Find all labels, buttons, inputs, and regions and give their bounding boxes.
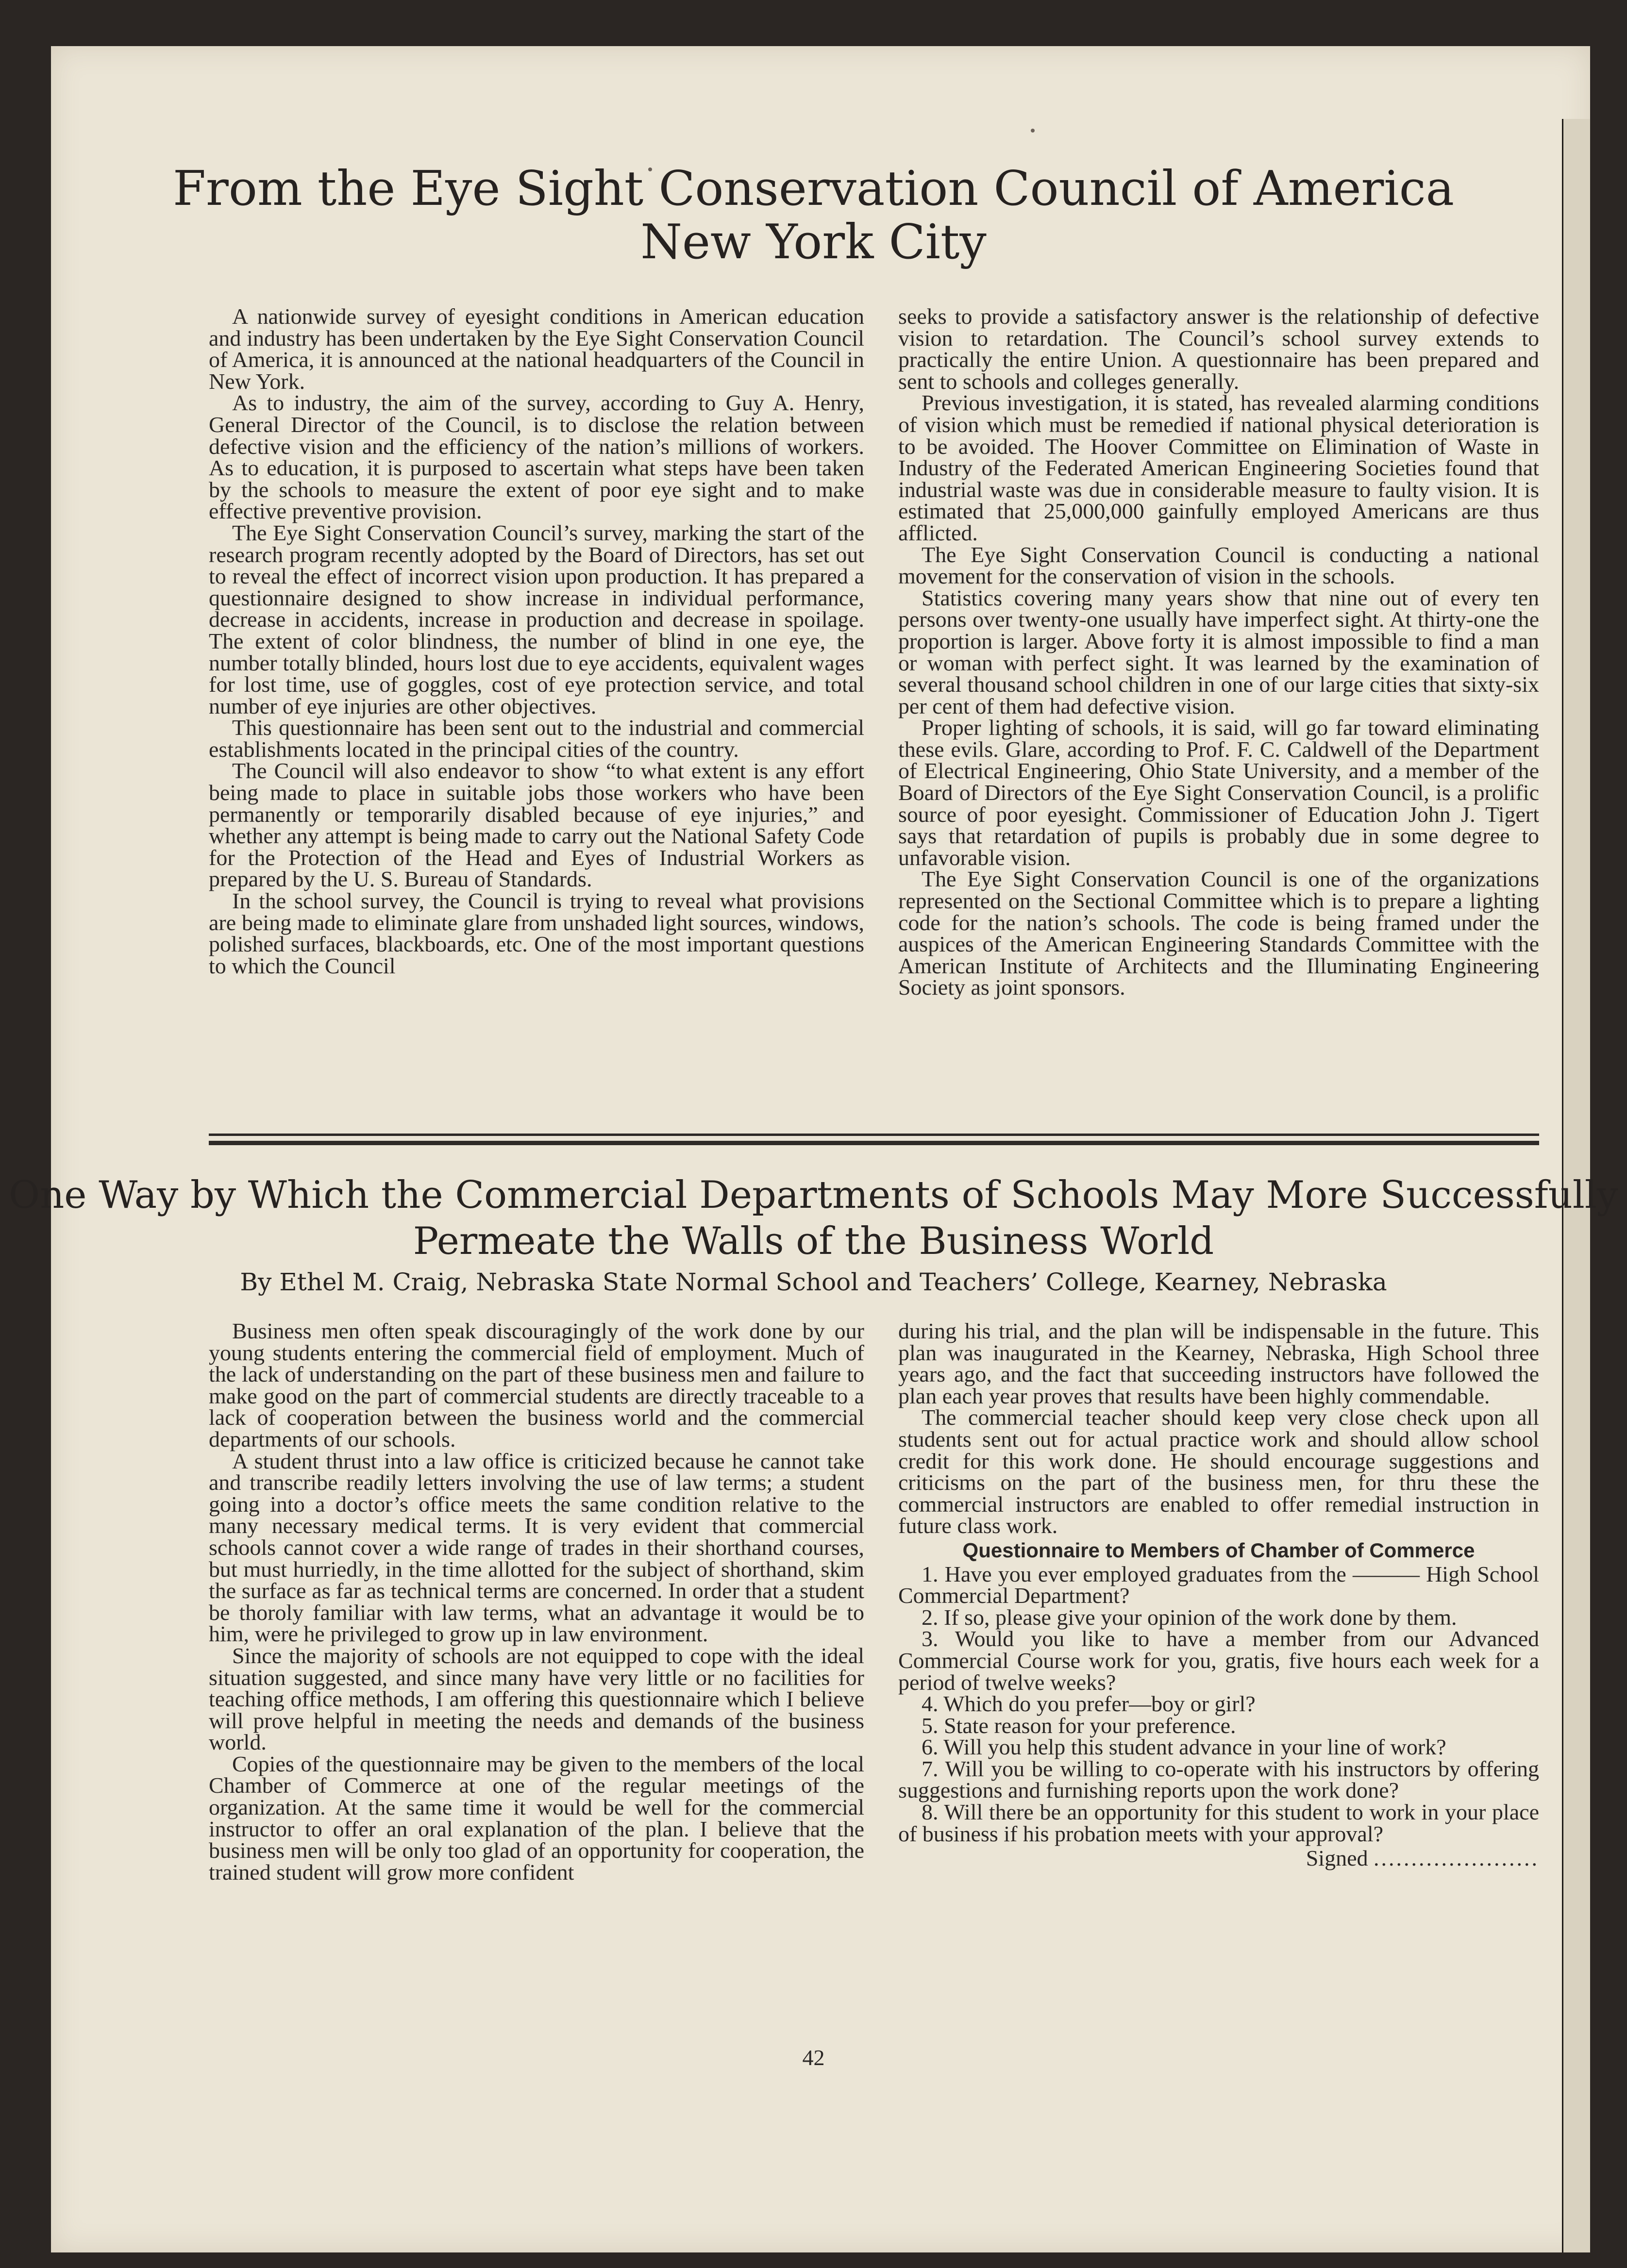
signed-label: Signed (1306, 1846, 1368, 1871)
article1-column-right (898, 306, 1539, 1107)
questionnaire-item: 3. Would you like to have a member from our Advanced Commercial Course work for you, gratis, five hours each week for a period of twelve weeks? (898, 1626, 1539, 1695)
paragraph: This questionnaire has been sent out to the industrial and commercial establishments located in the principal cities of the country. (209, 715, 864, 762)
paragraph: Proper lighting of schools, it is said, will go far toward eliminating these evils. Glare, according to Prof. F. C. Caldwell of the Department of Electrical Engineering, Ohio State University, and a member of the Board of Directors of the Eye Sight Conservation Council, is a prolific source of poor eyesight. Commissioner of Education John J. Tigert says that retardation of pupils is probably due in some degree to unfavorable vision. (898, 715, 1539, 870)
questionnaire-title: Questionnaire to Members of Chamber of Commerce (962, 1538, 1475, 1562)
paragraph: A nationwide survey of eyesight conditions in American education and industry has been undertaken by the Eye Sight Conservation Council of America, it is announced at the national headquarters of the Council in New York. (209, 306, 864, 394)
paragraph: Copies of the questionnaire may be given to the members of the local Chamber of Commerce at one of the regular meetings of the organization. At the same time it would be well for the commercial instructor to offer an oral explanation of the plan. I believe that the business men will be only too glad of an opportunity for cooperation, the trained student will grow more confident (209, 1751, 864, 1884)
section-divider-thick (209, 1141, 1539, 1145)
paragraph: The Council will also endeavor to show “to what extent is any effort being made to place in suitable jobs those workers who have been permanently or temporarily disabled because of eye injuries,” and whether any attempt is being made to carry out the National Safety Code for the Protection of the Head and Eyes of Industrial Workers as prepared by the U. S. Bureau of Standards. (209, 758, 864, 892)
paragraph: Since the majority of schools are not equipped to cope with the ideal situation suggested, and since many have very little or no facilities for teaching office methods, I am offering this questionnaire which I believe will prove helpful in meeting the needs and demands of the business world. (209, 1643, 864, 1755)
article2-column-left (209, 1320, 864, 2039)
article2-column-right (898, 1320, 1539, 2039)
scan-speck (1031, 129, 1035, 133)
paragraph: seeks to provide a satisfactory answer is the relationship of defective vision to retardation. The Council’s school survey extends to practically the entire Union. A questionnaire has been prepared and sent to schools and colleges generally. (898, 306, 1539, 394)
paragraph: during his trial, and the plan will be indispensable in the future. This plan was inaugurated in the Kearney, Nebraska, High School three years ago, and the fact that succeeding instructors have followed the plan each year proves that results have been highly commendable. (898, 1320, 1539, 1408)
paragraph: The Eye Sight Conservation Council’s survey, marking the start of the research program recently adopted by the Board of Directors, has set out to reveal the effect of incorrect vision upon production. It has prepared a questionnaire designed to show increase in individual performance, decrease in accidents, increase in production and decrease in spoilage. The extent of color blindness, the number of blind in one eye, the number totally blinded, hours lost due to eye accidents, equivalent wages for lost time, use of goggles, cost of eye protection service, and total number of eye injuries are other objectives. (209, 520, 864, 718)
section-divider-thin (209, 1134, 1539, 1136)
questionnaire-item: 7. Will you be willing to co-operate with his instructors by offering suggestions and furnishing reports upon the work done? (898, 1756, 1539, 1803)
questionnaire-item: 1. Have you ever employed graduates from the ——— High School Commercial Department? (898, 1561, 1539, 1608)
questionnaire-item: 8. Will there be an opportunity for this student to work in your place of business if his probation meets with your approval? (898, 1800, 1539, 1846)
article1-title: From the Eye Sight Conservation Council of America New York City (172, 161, 1455, 270)
signature-line (898, 1848, 1539, 1869)
paragraph: A student thrust into a law office is criticized because he cannot take and transcribe readily letters involving the use of law terms; a student going into a doctor’s office meets the same condition relative to the many necessary medical terms. It is very evident that commercial schools cannot cover a wide range of trades in their shorthand courses, but must hurriedly, in the time allotted for the subject of shorthand, skim the surface as far as technical terms are concerned. In order that a student be thoroly familiar with law terms, what an advantage it would be to him, were he privileged to grow up in law environment. (209, 1448, 864, 1647)
signature-dots: ...................... (1374, 1846, 1539, 1871)
page-number: 42 (802, 2045, 825, 2070)
paragraph: The Eye Sight Conservation Council is conducting a national movement for the conservation of vision in the schools. (898, 542, 1539, 589)
paragraph: The commercial teacher should keep very close check upon all students sent out for actual practice work and should allow school credit for this work done. He should encourage suggestions and criticisms on the part of the business men, for thru these the commercial instructors are enabled to offer remedial instruction in future class work. (898, 1405, 1539, 1538)
article2-title: One Way by Which the Commercial Departments of Schools May More Successfully Permeate the Walls of the Business World (9, 1173, 1618, 1264)
questionnaire-item: 2. If so, please give your opinion of the work done by them. (922, 1604, 1457, 1630)
paragraph: As to industry, the aim of the survey, according to Guy A. Henry, General Director of the Council, is to disclose the relation between defective vision and the efficiency of the nation’s millions of workers. As to education, it is purposed to ascertain what steps have been taken by the schools to measure the extent of poor eye sight and to make effective preventive provision. (209, 390, 864, 524)
questionnaire-item: 5. State reason for your preference. (922, 1713, 1236, 1738)
questionnaire-item: 4. Which do you prefer—boy or girl? (922, 1691, 1256, 1717)
paragraph: Previous investigation, it is stated, has revealed alarming conditions of vision which must be remedied if national physical deterioration is to be avoided. The Hoover Committee on Elimination of Waste in Industry of the Federated American Engineering Societies found that industrial waste was due in considerable measure to faulty vision. It is estimated that 25,000,000 gainfully employed Americans are thus afflicted. (898, 390, 1539, 545)
paragraph: In the school survey, the Council is trying to reveal what provisions are being made to eliminate glare from unshaded light sources, windows, polished surfaces, blackboards, etc. One of the most important questions to which the Council (209, 888, 864, 978)
article1-column-left (209, 306, 864, 1107)
questionnaire-item: 6. Will you help this student advance in your line of work? (922, 1734, 1446, 1760)
article2-byline: By Ethel M. Craig, Nebraska State Normal School and Teachers’ College, Kearney, Nebraska (240, 1268, 1387, 1296)
paragraph: Statistics covering many years show that nine out of every ten persons over twenty-one usually have imperfect sight. At thirty-one the proportion is larger. Above forty it is almost impossible to find a man or woman with perfect sight. It was learned by the examination of several thousand school children in one of our large cities that sixty-six per cent of them had defective vision. (898, 585, 1539, 718)
paragraph: The Eye Sight Conservation Council is one of the organizations represented on the Sectional Committee which is to prepare a lighting code for the nation’s schools. The code is being framed under the auspices of the American Engineering Standards Committee with the American Institute of Architects and the Illuminating Engineering Society as joint sponsors. (898, 867, 1539, 1000)
paragraph: Business men often speak discouragingly of the work done by our young students entering the commercial field of employment. Much of the lack of understanding on the part of these business men and failure to make good on the part of commercial students are directly traceable to a lack of cooperation between the business world and the commercial departments of our schools. (209, 1320, 864, 1451)
